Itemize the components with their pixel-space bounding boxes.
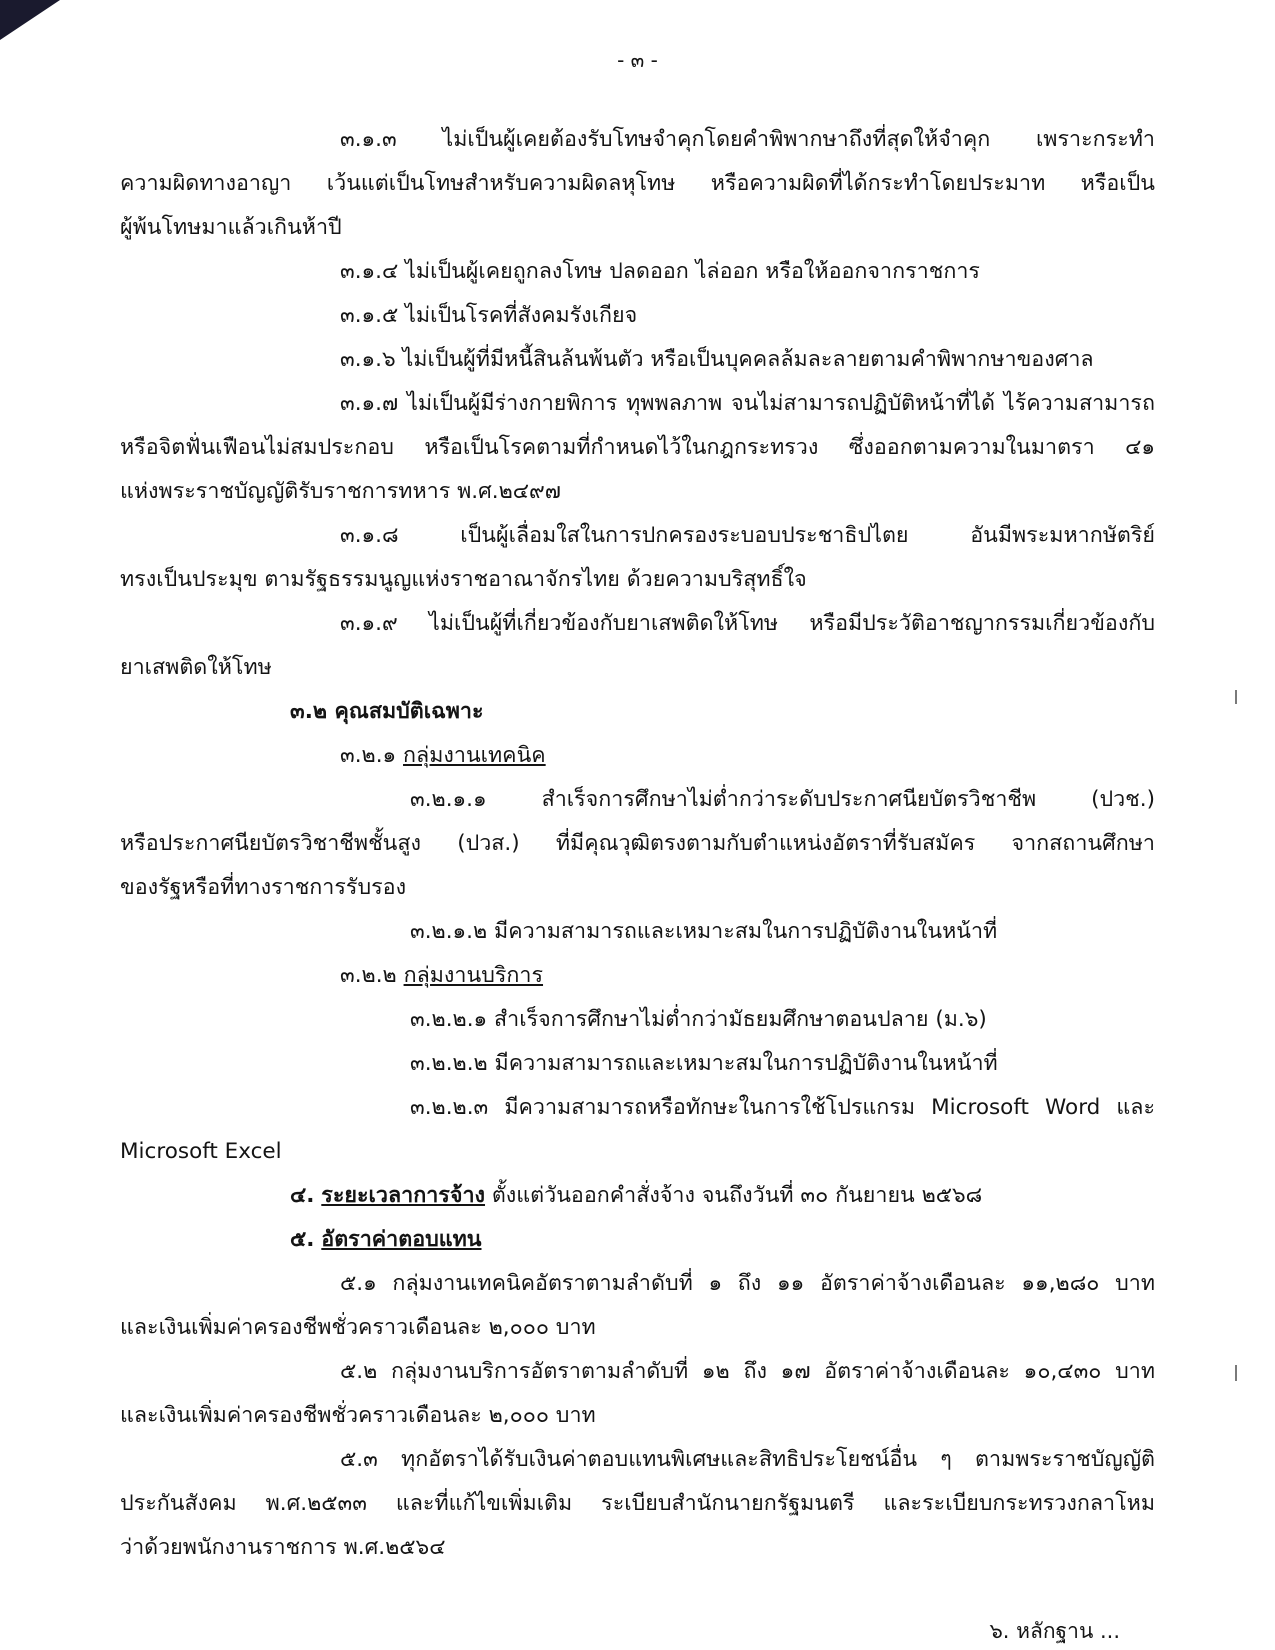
para-3-1-3-line1: ๓.๑.๓ ไม่เป็นผู้เคยต้องรับโทษจำคุกโดยคำพิพากษาถึงที่สุดให้จำคุก เพราะกระทำ: [340, 127, 1155, 152]
para-3-2-1-1-line1: ๓.๒.๑.๑ สำเร็จการศึกษาไม่ต่ำกว่าระดับประกาศนียบัตรวิชาชีพ (ปวช.): [410, 787, 1155, 812]
heading-3-2-2: [120, 954, 1155, 998]
para-5-2-line1: ๕.๒ กลุ่มงานบริการอัตราตามลำดับที่ ๑๒ ถึง ๑๗ อัตราค่าจ้างเดือนละ ๑๐,๔๓๐ บาท: [340, 1359, 1155, 1384]
para-3-1-3-line2: ความผิดทางอาญา เว้นแต่เป็นโทษสำหรับความผิดลหุโทษ หรือความผิดที่ได้กระทำโดยประมาท หรือเป็น: [120, 171, 1155, 196]
para-3-2-1-1-line2: หรือประกาศนียบัตรวิชาชีพชั้นสูง (ปวส.) ที่มีคุณวุฒิตรงตามกับตำแหน่งอัตราที่รับสมัคร จากสถานศึกษา: [120, 831, 1155, 856]
page-number: - ๓ -: [617, 48, 658, 72]
heading-3-2: ๓.๒ คุณสมบัติเฉพาะ: [290, 699, 484, 724]
section-5-title: อัตราค่าตอบแทน: [321, 1227, 482, 1252]
para-3-1-9-line2: ยาเสพติดให้โทษ: [120, 655, 272, 680]
para-5-3-line2: ประกันสังคม พ.ศ.๒๕๓๓ และที่แก้ไขเพิ่มเติม ระเบียบสำนักนายกรัฐมนตรี และระเบียบกระทรวงกลาโหม: [120, 1491, 1155, 1516]
para-3-1-3-line3: ผู้พ้นโทษมาแล้วเกินห้าปี: [120, 215, 342, 240]
para-3-1-9-line1: ๓.๑.๙ ไม่เป็นผู้ที่เกี่ยวข้องกับยาเสพติดให้โทษ หรือมีประวัติอาชญากรรมเกี่ยวข้องกับ: [340, 611, 1155, 636]
section-4-number: ๔.: [290, 1183, 315, 1208]
heading-3-2-1-title: กลุ่มงานเทคนิค: [403, 743, 546, 768]
para-3-2-1-1-line3: ของรัฐหรือที่ทางราชการรับรอง: [120, 875, 407, 900]
heading-3-2-2-number: ๓.๒.๒: [340, 963, 397, 988]
scan-edge-mark: [1235, 1365, 1237, 1381]
para-5-1-line2: และเงินเพิ่มค่าครองชีพชั่วคราวเดือนละ ๒,๐๐๐ บาท: [120, 1315, 596, 1340]
section-4-title: ระยะเวลาการจ้าง: [321, 1183, 486, 1208]
para-5-2-line2: และเงินเพิ่มค่าครองชีพชั่วคราวเดือนละ ๒,๐๐๐ บาท: [120, 1403, 596, 1428]
scan-corner-mark: [0, 0, 60, 40]
para-3-2-2-3-line1: ๓.๒.๒.๓ มีความสามารถหรือทักษะในการใช้โปรแกรม Microsoft Word และ: [410, 1095, 1155, 1120]
para-3-2-1-2: ๓.๒.๑.๒ มีความสามารถและเหมาะสมในการปฏิบัติงานในหน้าที่: [410, 919, 998, 944]
para-5-3-line3: ว่าด้วยพนักงานราชการ พ.ศ.๒๕๖๔: [120, 1535, 446, 1560]
heading-3-2-1: [120, 734, 1155, 778]
section-5-number: ๕.: [290, 1227, 315, 1252]
para-3-1-8-line1: ๓.๑.๘ เป็นผู้เลื่อมใสในการปกครองระบอบประชาธิปไตย อันมีพระมหากษัตริย์: [340, 523, 1155, 548]
section-4: [120, 1174, 1155, 1218]
para-3-1-6: ๓.๑.๖ ไม่เป็นผู้ที่มีหนี้สินล้นพ้นตัว หรือเป็นบุคคลล้มละลายตามคำพิพากษาของศาล: [340, 347, 1094, 372]
section-5: [120, 1218, 1155, 1262]
para-3-2-2-3-line2: Microsoft Excel: [120, 1139, 282, 1164]
heading-3-2-2-title: กลุ่มงานบริการ: [403, 963, 544, 988]
para-3-1-7-line1: ๓.๑.๗ ไม่เป็นผู้มีร่างกายพิการ ทุพพลภาพ จนไม่สามารถปฏิบัติหน้าที่ได้ ไร้ความสามารถ: [340, 391, 1155, 416]
para-3-1-7-line2: หรือจิตฟั่นเฟือนไม่สมประกอบ หรือเป็นโรคตามที่กำหนดไว้ในกฎกระทรวง ซึ่งออกตามความในมาตรา ๔๑: [120, 435, 1155, 460]
para-3-2-2-1: ๓.๒.๒.๑ สำเร็จการศึกษาไม่ต่ำกว่ามัธยมศึกษาตอนปลาย (ม.๖): [410, 1007, 987, 1032]
section-4-text: ตั้งแต่วันออกคำสั่งจ้าง จนถึงวันที่ ๓๐ กันยายน ๒๕๖๘: [485, 1183, 983, 1208]
heading-3-2-1-number: ๓.๒.๑: [340, 743, 397, 768]
para-3-2-2-2: ๓.๒.๒.๒ มีความสามารถและเหมาะสมในการปฏิบัติงานในหน้าที่: [410, 1051, 998, 1076]
para-3-1-4: ๓.๑.๔ ไม่เป็นผู้เคยถูกลงโทษ ปลดออก ไล่ออก หรือให้ออกจากราชการ: [340, 259, 980, 284]
para-3-1-7-line3: แห่งพระราชบัญญัติรับราชการทหาร พ.ศ.๒๔๙๗: [120, 479, 561, 504]
para-3-1-8-line2: ทรงเป็นประมุข ตามรัฐธรรมนูญแห่งราชอาณาจักรไทย ด้วยความบริสุทธิ์ใจ: [120, 567, 807, 592]
para-5-3-line1: ๕.๓ ทุกอัตราได้รับเงินค่าตอบแทนพิเศษและสิทธิประโยชน์อื่น ๆ ตามพระราชบัญญัติ: [340, 1447, 1155, 1472]
document-body: [120, 118, 1155, 1570]
next-page-continuation: ๖. หลักฐาน ...: [989, 1619, 1120, 1643]
para-5-1-line1: ๕.๑ กลุ่มงานเทคนิคอัตราตามลำดับที่ ๑ ถึง ๑๑ อัตราค่าจ้างเดือนละ ๑๑,๒๘๐ บาท: [340, 1271, 1155, 1296]
para-3-1-5: ๓.๑.๕ ไม่เป็นโรคที่สังคมรังเกียจ: [340, 303, 638, 328]
scan-edge-mark: [1235, 690, 1237, 704]
